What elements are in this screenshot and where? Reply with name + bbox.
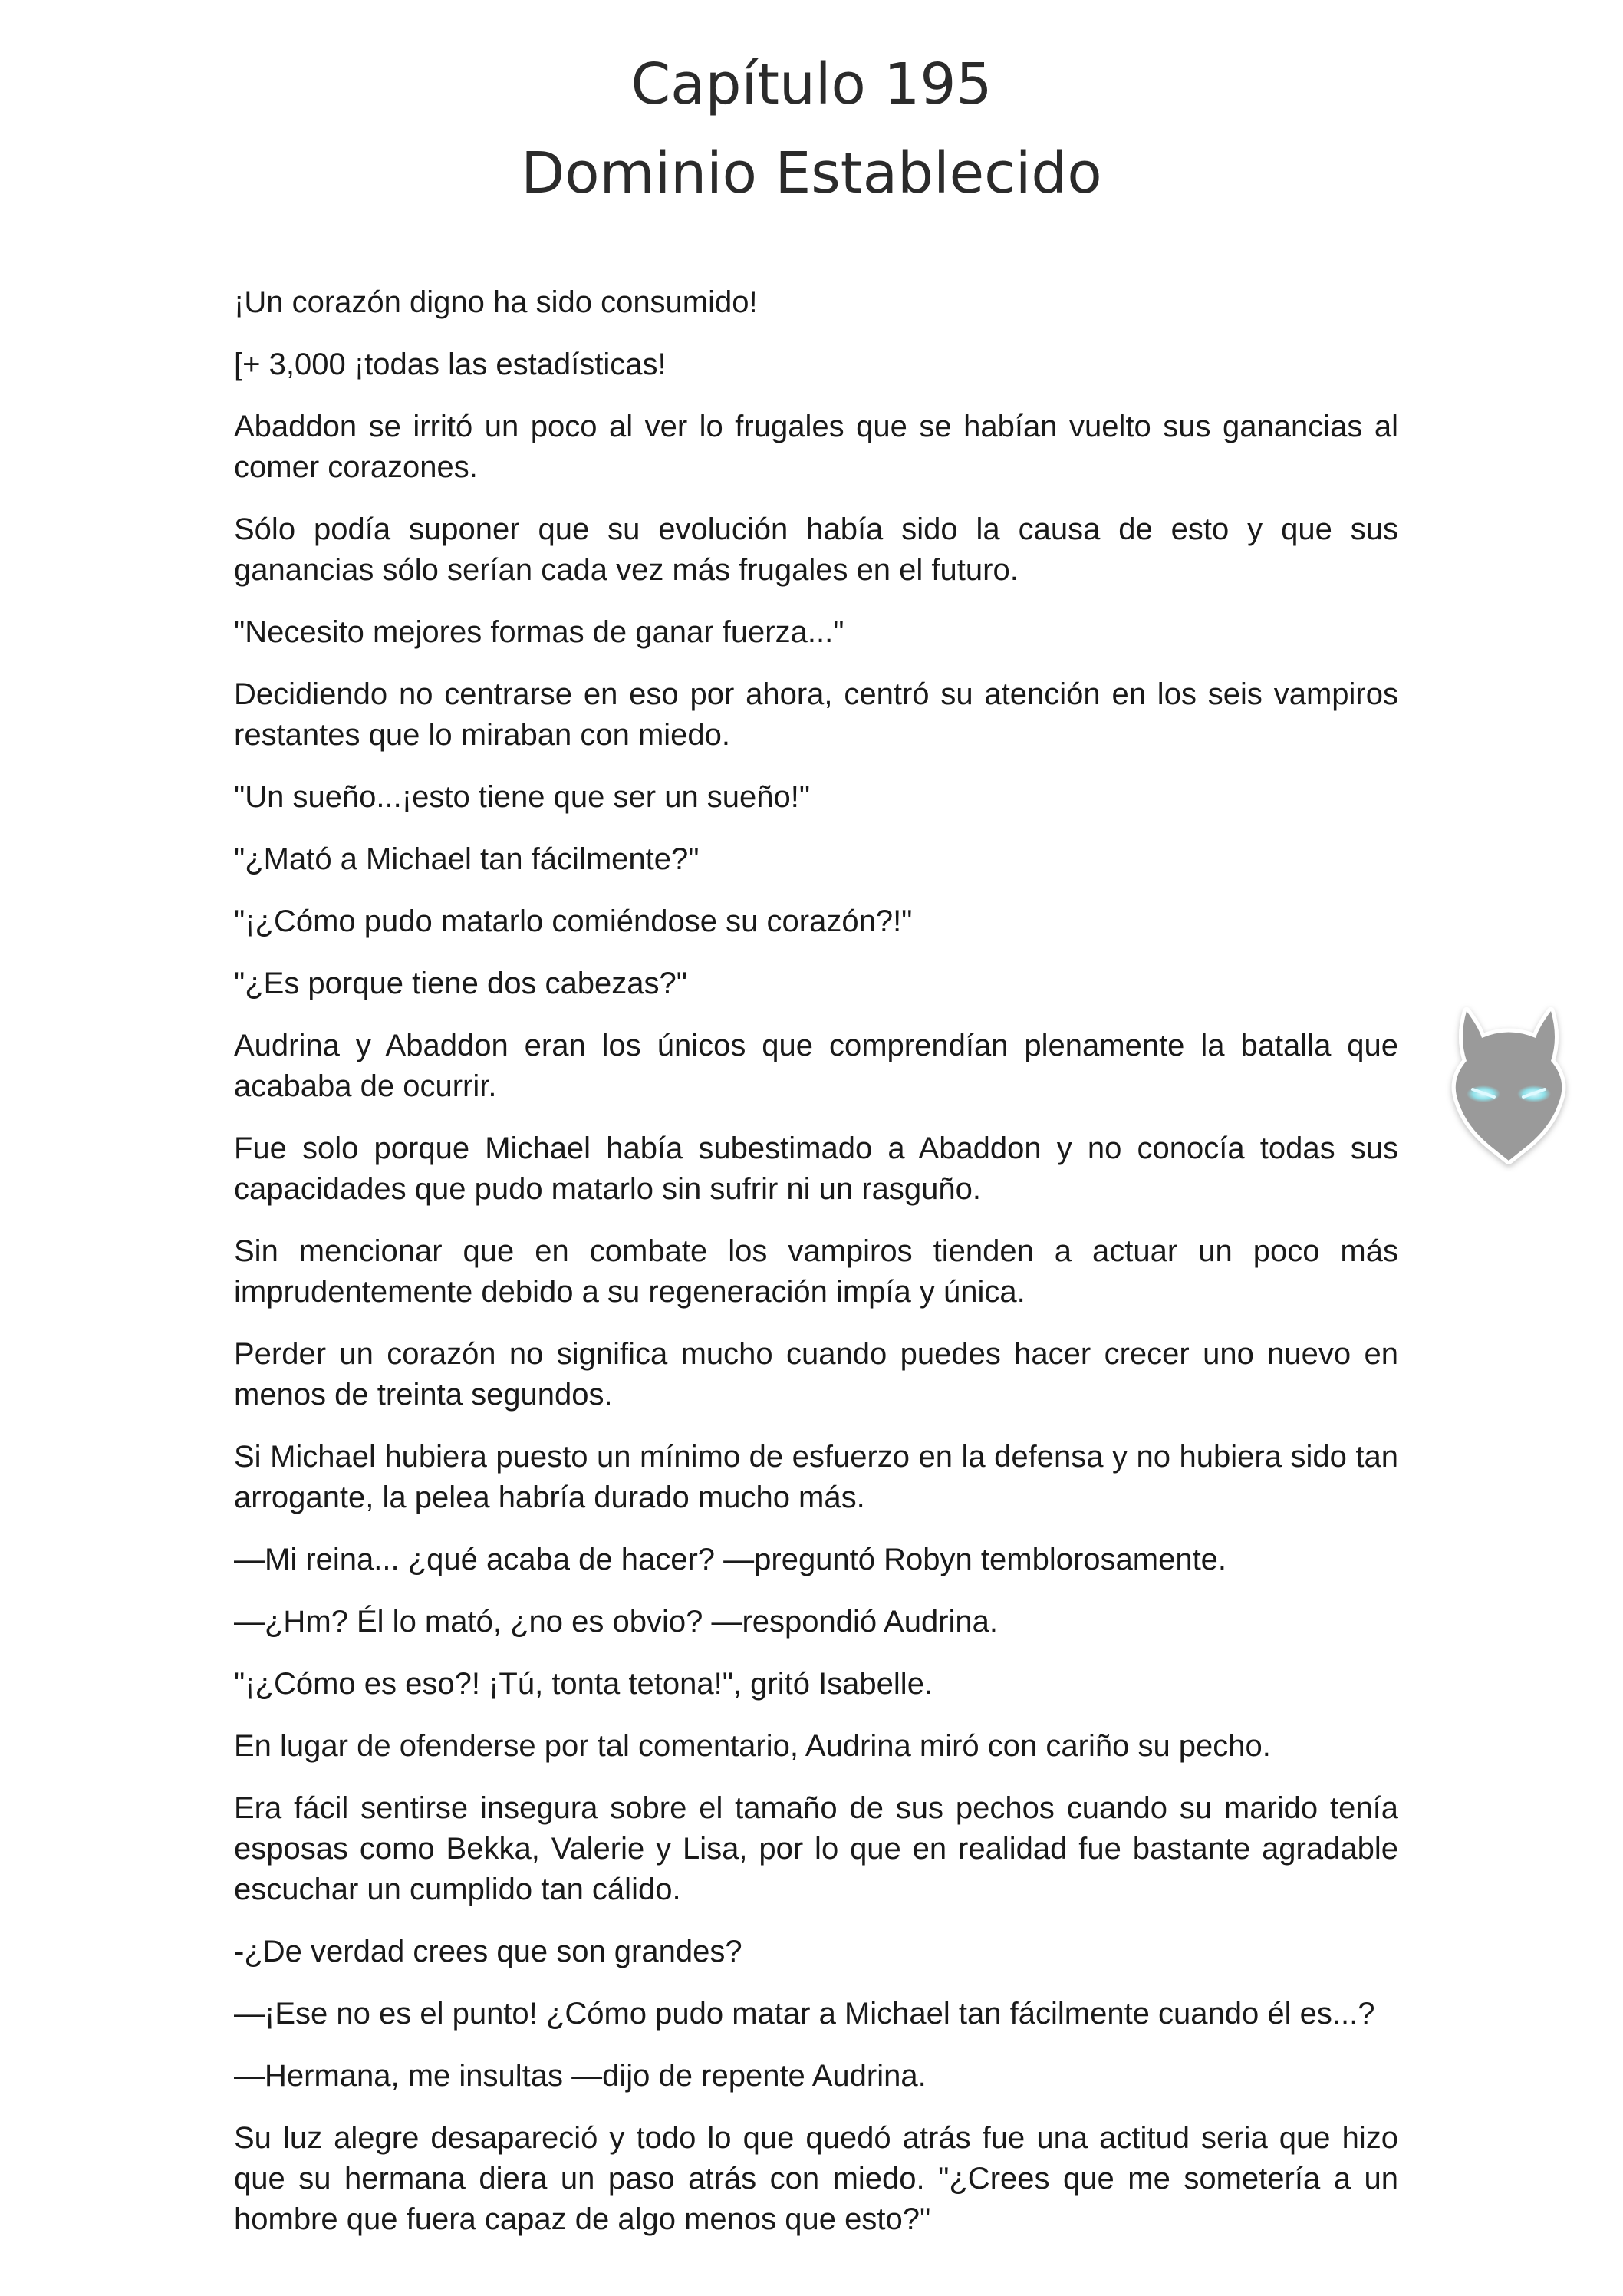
paragraph: —Hermana, me insultas —dijo de repente Audrina.: [234, 2059, 927, 2093]
paragraph: Decidiendo no centrarse en eso por ahora, centró su atención en los seis vampiros restantes que lo miraban con miedo.: [234, 677, 1398, 752]
paragraph: ¡Un corazón digno ha sido consumido!: [234, 285, 758, 319]
chapter-number: Capítulo 195: [630, 51, 993, 117]
horned-demon-head-icon: [1436, 996, 1582, 1172]
paragraph: "¡¿Cómo pudo matarlo comiéndose su corazón?!": [234, 904, 913, 938]
chapter-name: Dominio Establecido: [521, 140, 1102, 206]
chapter-title: [0, 40, 1623, 218]
paragraph: "¿Mató a Michael tan fácilmente?": [234, 842, 700, 876]
paragraph: Sólo podía suponer que su evolución había sido la causa de esto y que sus ganancias sólo serían cada vez más frugales en el futuro.: [234, 512, 1398, 587]
paragraph: Era fácil sentirse insegura sobre el tamaño de sus pechos cuando su marido tenía esposas como Bekka, Valerie y Lisa, por lo que en realidad fue bastante agradable escuchar un cumplido tan cálido.: [234, 1791, 1398, 1906]
paragraph: Sin mencionar que en combate los vampiros tienden a actuar un poco más imprudentemente debido a su regeneración impía y única.: [234, 1234, 1398, 1309]
paragraph: Su luz alegre desapareció y todo lo que quedó atrás fue una actitud seria que hizo que su hermana diera un paso atrás con miedo. "¿Crees que me sometería a un hombre que fuera capaz de algo menos que esto?": [234, 2121, 1398, 2236]
paragraph: Abaddon se irritó un poco al ver lo frugales que se habían vuelto sus ganancias al comer corazones.: [234, 410, 1398, 484]
paragraph: En lugar de ofenderse por tal comentario, Audrina miró con cariño su pecho.: [234, 1729, 1271, 1763]
paragraph: —¿Hm? Él lo mató, ¿no es obvio? —respondió Audrina.: [234, 1605, 999, 1639]
paragraph: -¿De verdad crees que son grandes?: [234, 1935, 742, 1968]
paragraph: —Mi reina... ¿qué acaba de hacer? —preguntó Robyn temblorosamente.: [234, 1543, 1227, 1576]
paragraph: "¡¿Cómo es eso?! ¡Tú, tonta tetona!", gritó Isabelle.: [234, 1667, 933, 1701]
paragraph: [+ 3,000 ¡todas las estadísticas!: [234, 348, 667, 381]
paragraph: "¿Es porque tiene dos cabezas?": [234, 967, 687, 1000]
paragraph: —¡Ese no es el punto! ¿Cómo pudo matar a Michael tan fácilmente cuando él es...?: [234, 1997, 1375, 2031]
paragraph: "Necesito mejores formas de ganar fuerza...": [234, 615, 844, 649]
paragraph: Si Michael hubiera puesto un mínimo de esfuerzo en la defensa y no hubiera sido tan arrogante, la pelea habría durado mucho más.: [234, 1440, 1398, 1514]
chapter-body: [234, 282, 1398, 2261]
paragraph: Audrina y Abaddon eran los únicos que comprendían plenamente la batalla que acababa de ocurrir.: [234, 1029, 1398, 1103]
paragraph: "Un sueño...¡esto tiene que ser un sueño!": [234, 780, 811, 814]
paragraph: Perder un corazón no significa mucho cuando puedes hacer crecer uno nuevo en menos de treinta segundos.: [234, 1337, 1398, 1412]
paragraph: Fue solo porque Michael había subestimado a Abaddon y no conocía todas sus capacidades que pudo matarlo sin sufrir ni un rasguño.: [234, 1132, 1398, 1206]
